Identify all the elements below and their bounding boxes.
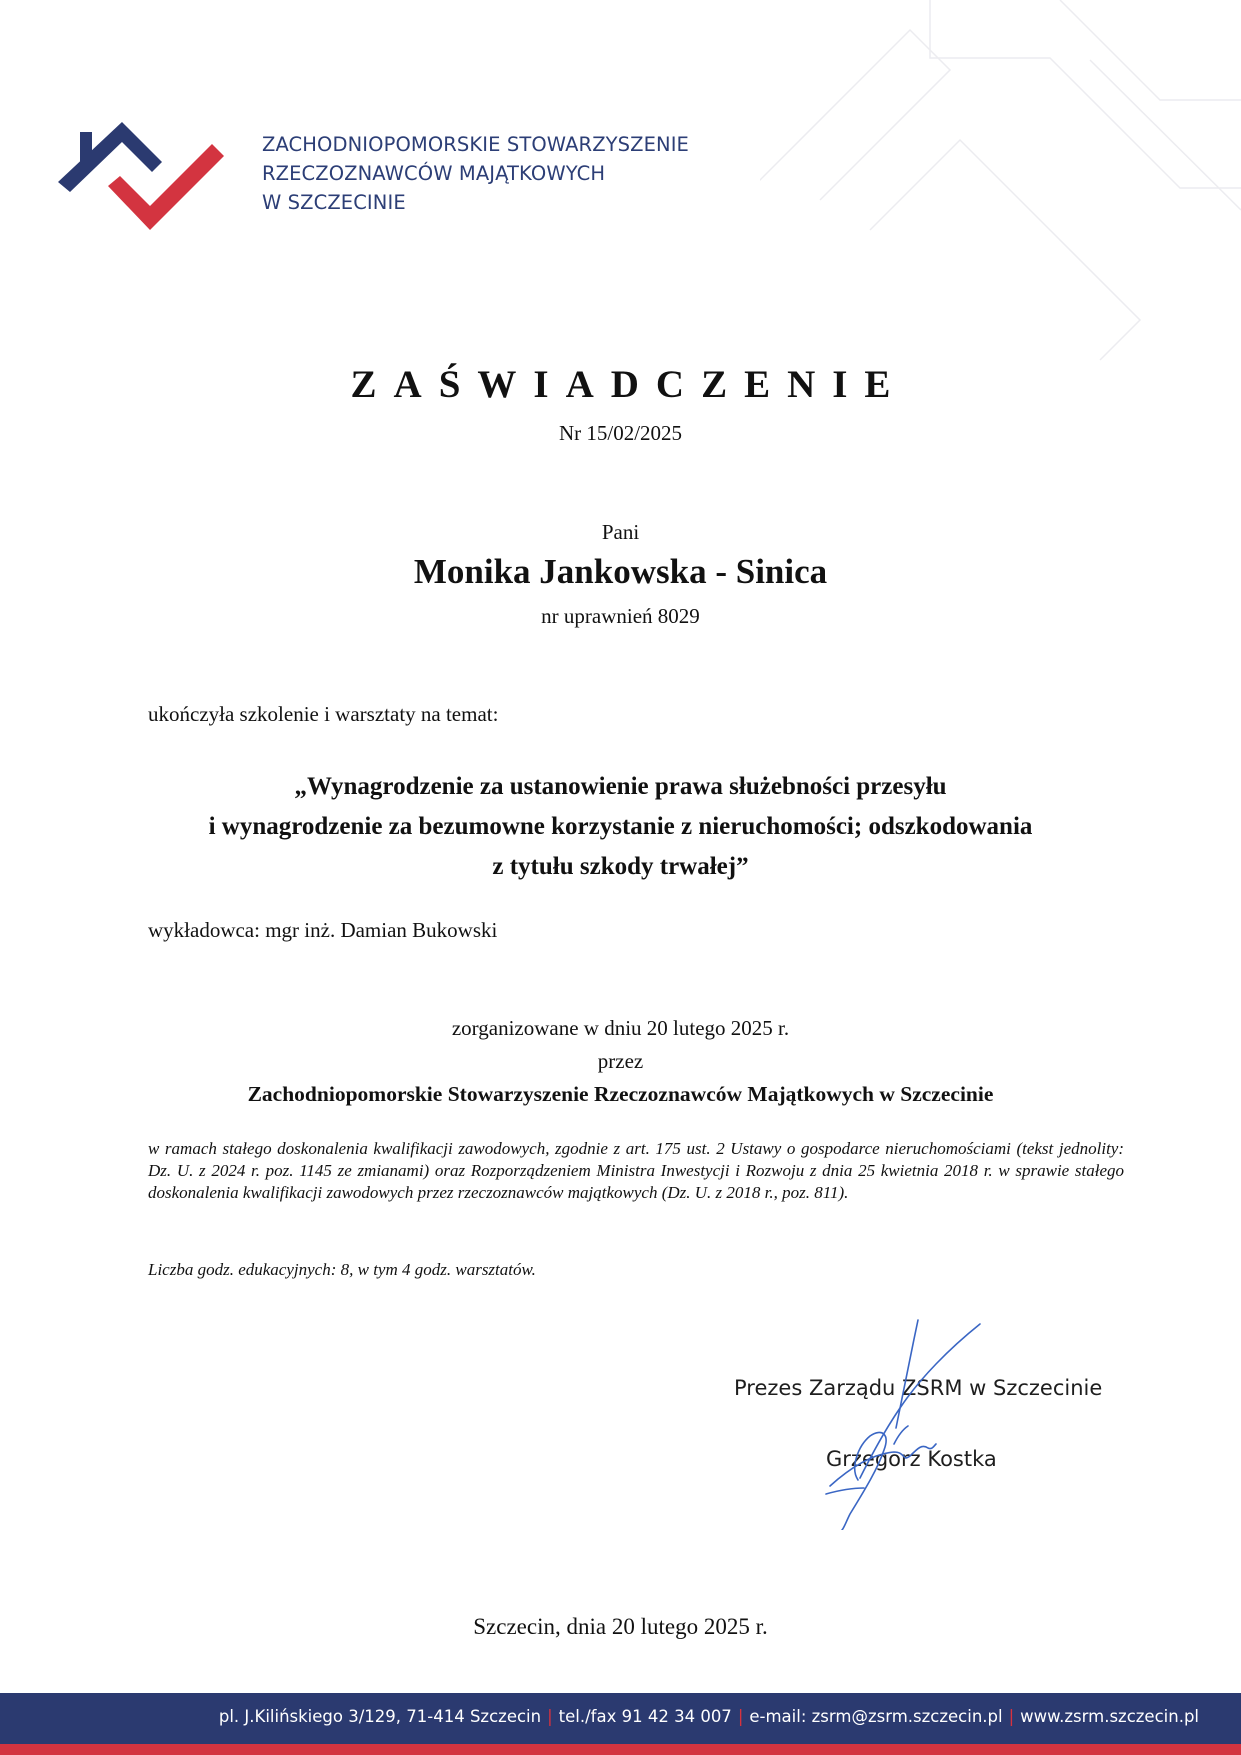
footer-accent-stripe — [0, 1744, 1241, 1755]
certificate-title: ZAŚWIADCZENIE — [350, 363, 908, 406]
organized-date: zorganizowane w dniu 20 lutego 2025 r. — [451, 1016, 790, 1040]
org-name-line: ZACHODNIOPOMORSKIE STOWARZYSZENIE — [262, 133, 689, 156]
signatory-role: Prezes Zarządu ZSRM w Szczecinie — [734, 1376, 1103, 1400]
footer-phone: tel./fax 91 42 34 007 — [558, 1707, 732, 1726]
footer-separator: | — [737, 1707, 744, 1726]
org-name-line: W SZCZECINIE — [262, 191, 406, 214]
logo-roof-shape — [58, 122, 162, 192]
footer-separator: | — [547, 1707, 553, 1726]
place-and-date: Szczecin, dnia 20 lutego 2025 r. — [473, 1614, 768, 1639]
footer-contact — [219, 1707, 1199, 1726]
footer-address: pl. J.Kilińskiego 3/129, 71-414 Szczecin — [218, 1707, 542, 1726]
legal-basis: w ramach stałego doskonalenia kwalifikacji zawodowych, zgodnie z art. 175 ust. 2 Ustawy o gospodarce nieruchomościami (tekst jednolity: Dz. U. z 2024 r. poz. 1145 ze zmianami) oraz Rozporządzeniem Ministra Inwestycji i Rozwoju z dnia 25 kwietnia 2018 r. w sprawie stałego doskonalenia kwalifikacji zawodowych przez rzeczoznawców majątkowych (Dz. U. z 2018 r., poz. 811). — [148, 1139, 1124, 1202]
completed-text: ukończyła szkolenie i warsztaty na temat: — [148, 702, 499, 726]
signatory-name: Grzegorz Kostka — [826, 1447, 997, 1471]
org-name-line: RZECZOZNAWCÓW MAJĄTKOWYCH — [262, 162, 606, 185]
organization-logo — [58, 118, 228, 236]
topic-line: z tytułu szkody trwałej” — [492, 853, 749, 880]
lecturer: wykładowca: mgr inż. Damian Bukowski — [148, 918, 498, 942]
training-topic — [0, 767, 1241, 887]
logo-check-shape — [108, 144, 224, 230]
footer-separator: | — [1008, 1707, 1015, 1726]
license-number: nr uprawnień 8029 — [541, 604, 700, 628]
salutation: Pani — [601, 520, 640, 544]
education-hours: Liczba godz. edukacyjnych: 8, w tym 4 godz. warsztatów. — [148, 1260, 536, 1279]
topic-line: i wynagrodzenie za bezumowne korzystanie z nieruchomości; odszkodowania — [208, 813, 1033, 840]
recipient-name: Monika Jankowska - Sinica — [413, 552, 828, 591]
by-text: przez — [597, 1049, 644, 1073]
decorative-outline-pattern — [760, 0, 1241, 370]
organizer-name: Zachodniopomorskie Stowarzyszenie Rzeczoznawców Majątkowych w Szczecinie — [247, 1082, 994, 1106]
handwritten-signature — [810, 1318, 1000, 1530]
certificate-number: Nr 15/02/2025 — [558, 421, 683, 445]
footer-email-link[interactable]: e-mail: zsrm@zsrm.szczecin.pl — [749, 1707, 1003, 1726]
footer-bar — [0, 1693, 1241, 1744]
topic-line: „Wynagrodzenie za ustanowienie prawa służebności przesyłu — [294, 773, 947, 800]
footer-website-link[interactable]: www.zsrm.szczecin.pl — [1020, 1707, 1199, 1726]
